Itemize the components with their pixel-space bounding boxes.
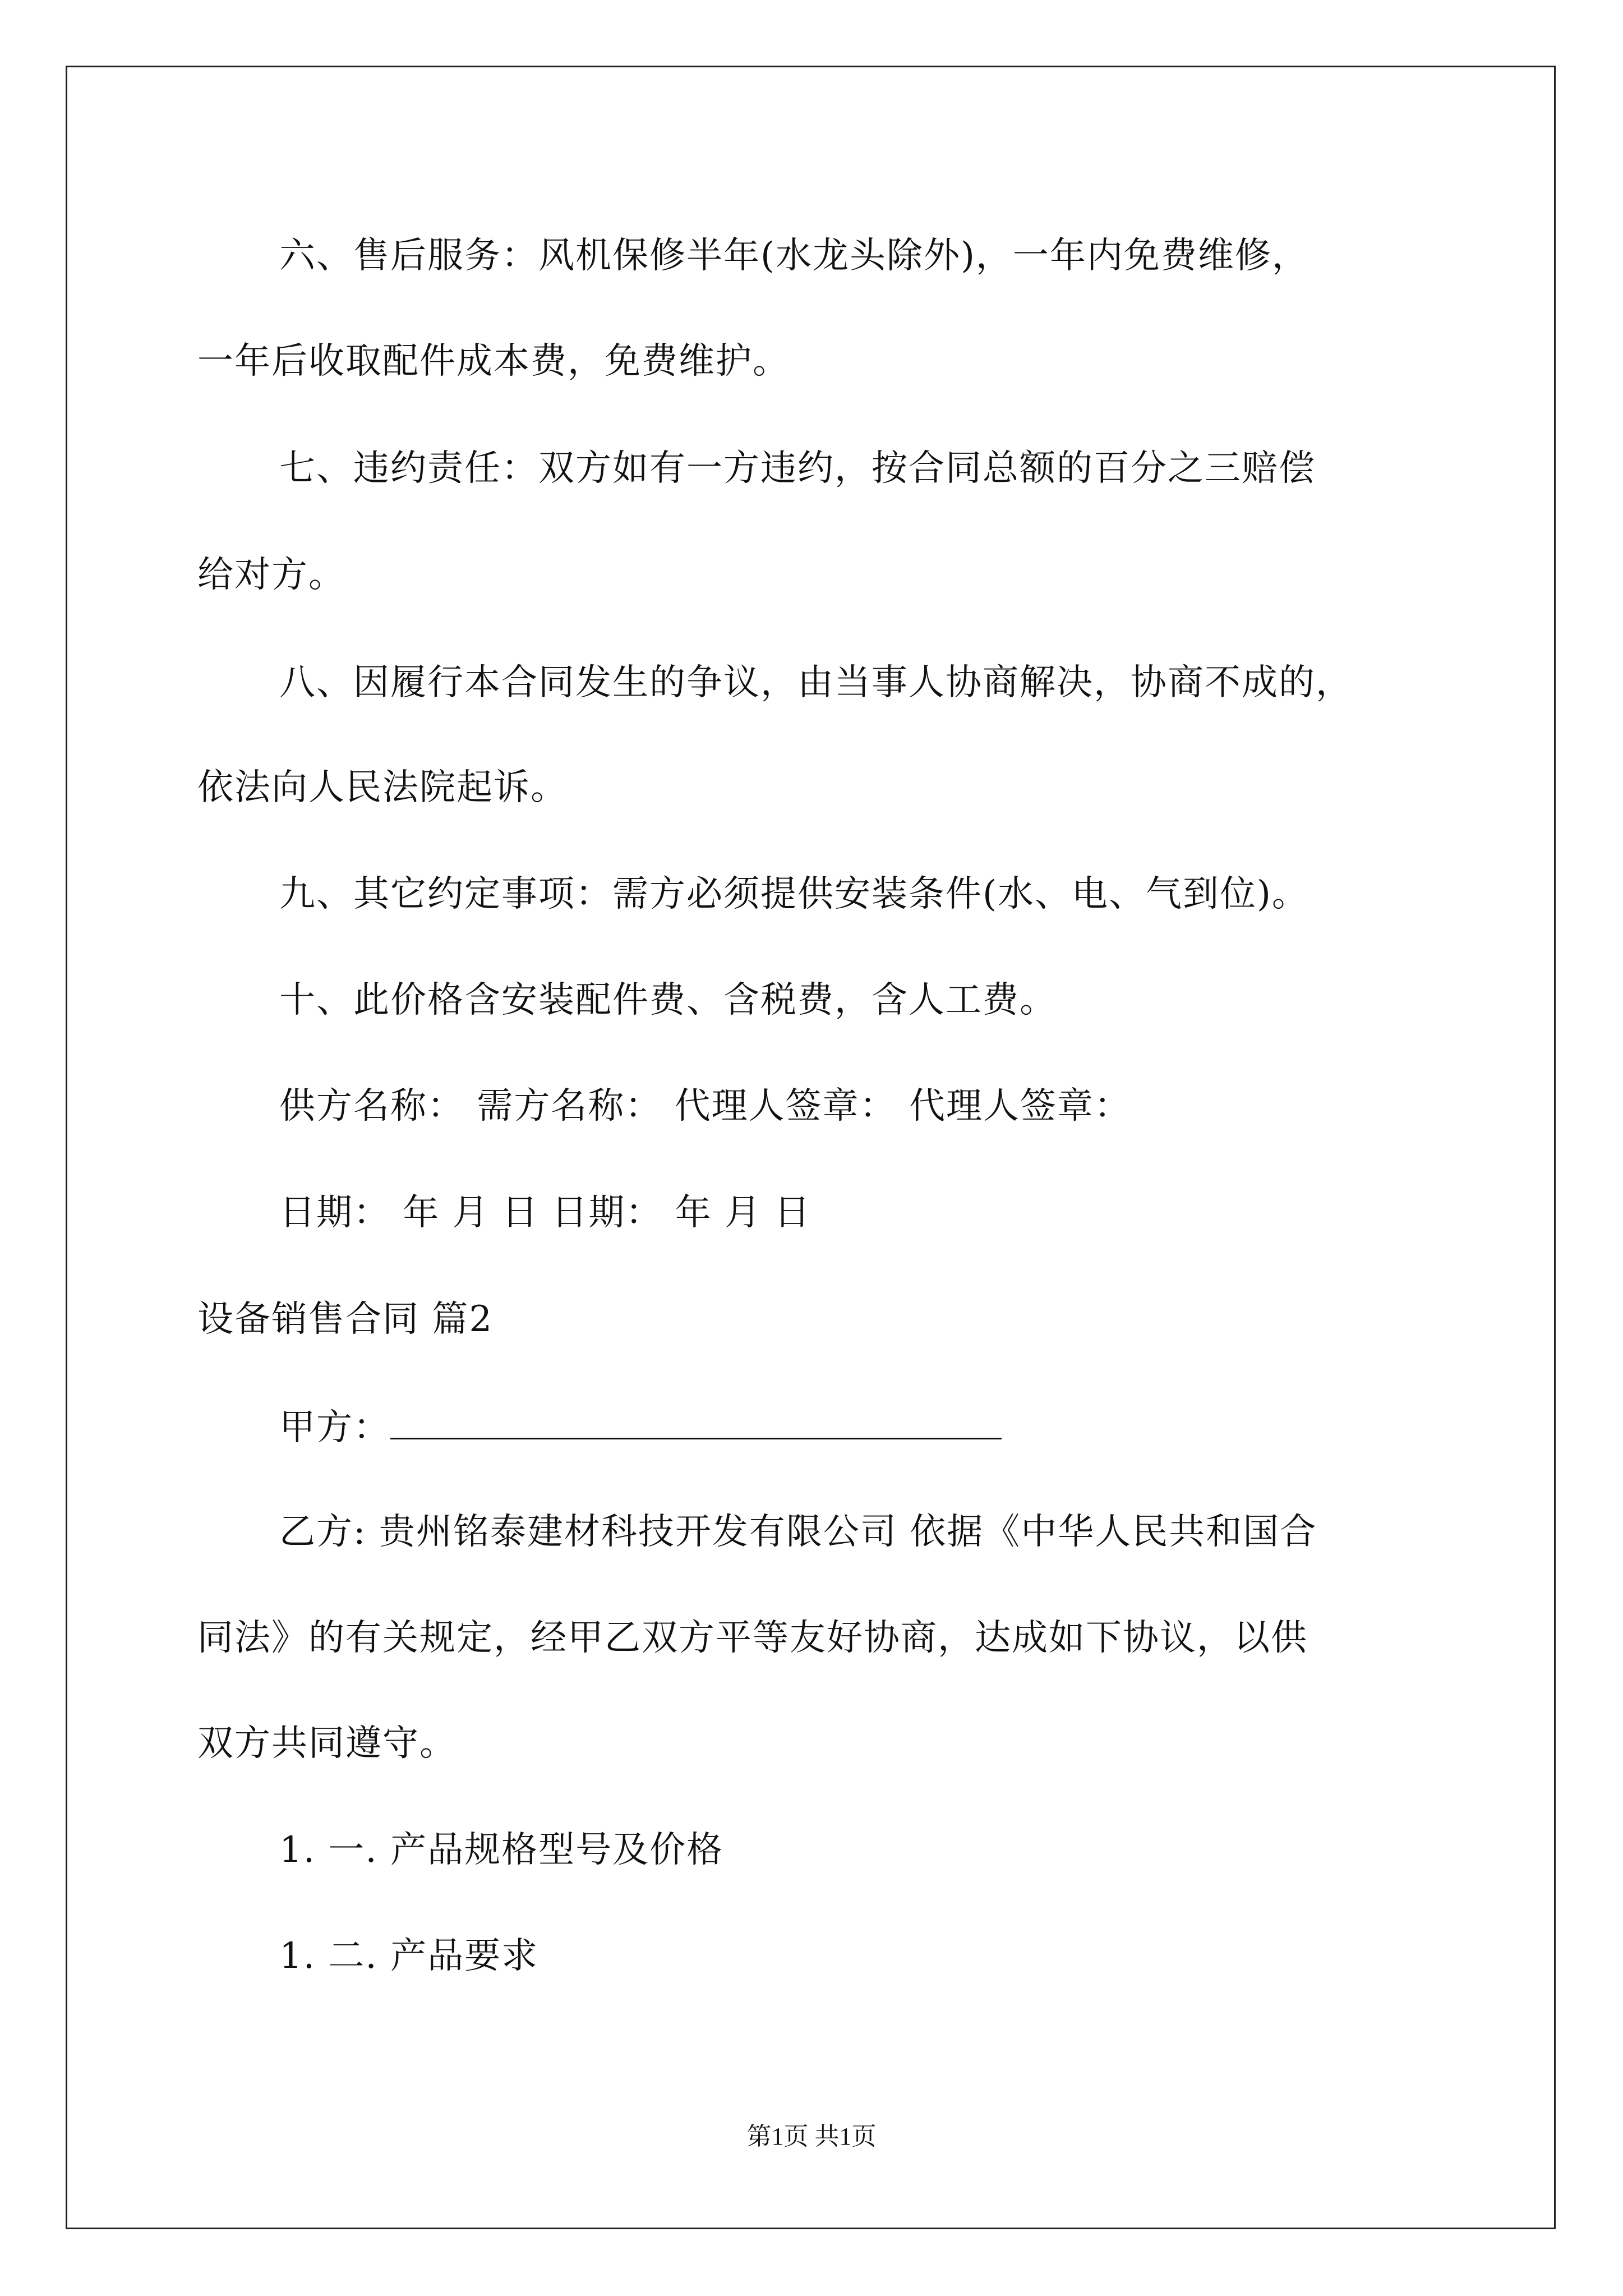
signature-names-line: 供方名称： 需方名称： 代理人签章： 代理人签章：: [279, 1085, 1132, 1127]
signature-dates-line: 日期： 年 月 日 日期： 年 月 日: [279, 1192, 811, 1234]
party-a-blank: [390, 1403, 1002, 1439]
party-b-paragraph-end: 双方共同遵守。: [197, 1723, 457, 1764]
party-b-paragraph: 乙方: 贵州铭泰建材科技开发有限公司 依据《中华人民共和国合: [279, 1511, 1317, 1553]
paragraph-breach-liability-cont: 给对方。: [197, 554, 345, 596]
party-a-line: [279, 1403, 1002, 1450]
paragraph-dispute: 八、因履行本合同发生的争议，由当事人协商解决，协商不成的，: [279, 662, 1353, 703]
party-b-paragraph-cont: 同法》的有关规定，经甲乙双方平等友好协商，达成如下协议，以供: [197, 1617, 1308, 1659]
page-number-footer: 第1页 共1页: [746, 2123, 877, 2150]
party-a-label: 甲方：: [279, 1407, 390, 1448]
paragraph-dispute-cont: 依法向人民法院起诉。: [197, 767, 568, 808]
paragraph-breach-liability: 七、违约责任：双方如有一方违约，按合同总额的百分之三赔偿: [279, 448, 1316, 489]
section-heading-contract-2: 设备销售合同 篇2: [197, 1299, 494, 1340]
list-item-product-spec: 1. 一. 产品规格型号及价格: [279, 1829, 724, 1871]
paragraph-after-sales-service: 六、售后服务：风机保修半年(水龙头除外)，一年内免费维修，: [279, 235, 1309, 277]
paragraph-price-includes: 十、此价格含安装配件费、含税费，含人工费。: [279, 979, 1057, 1021]
list-item-product-requirements: 1. 二. 产品要求: [279, 1935, 539, 1977]
paragraph-other-matters: 九、其它约定事项：需方必须提供安装条件(水、电、气到位)。: [279, 873, 1309, 915]
page-border: [66, 66, 1556, 2229]
paragraph-after-sales-service-cont: 一年后收取配件成本费，免费维护。: [197, 341, 790, 382]
